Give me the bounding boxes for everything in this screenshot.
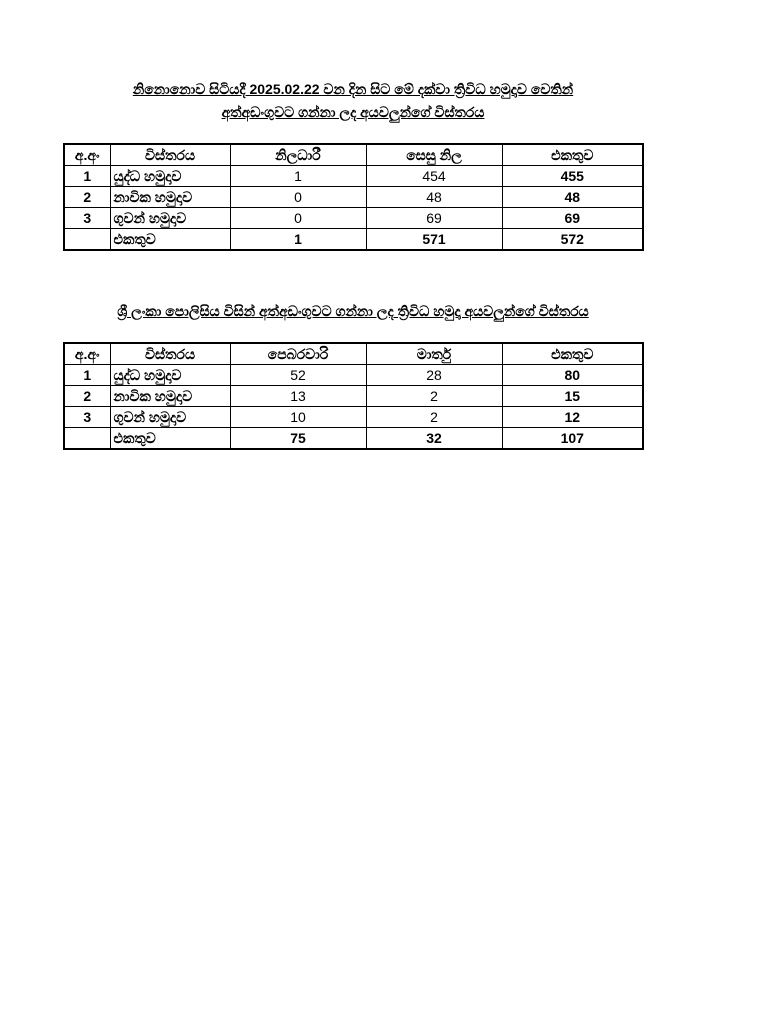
row-total: 69 [502, 208, 643, 229]
row-officers: 0 [230, 208, 366, 229]
row-number: 3 [64, 407, 110, 428]
row-description: ගුවන් හමුදාව [110, 407, 230, 428]
row-total: 48 [502, 187, 643, 208]
sum-other-ranks: 571 [366, 229, 502, 251]
table2-sum-row [64, 428, 643, 450]
sum-february: 75 [230, 428, 366, 450]
table1-header-officers: නිලධාරී [230, 144, 366, 166]
table-row [64, 386, 643, 407]
table1-title-line1: නිනොනොව සිටියදී 2025.02.22 වන දින සිට මේ දක්වා ත්‍රිවිධ හමුදාව වෙතින් [132, 81, 574, 97]
sum-march: 32 [366, 428, 502, 450]
row-total: 12 [502, 407, 643, 428]
row-total: 455 [502, 166, 643, 187]
table1-title-line2: අත්අඩංගුවට ගන්නා ලද අයවලුන්ගේ විස්තරය [221, 104, 485, 120]
row-february: 52 [230, 365, 366, 386]
table2 [63, 342, 644, 450]
table2-header-row [64, 343, 643, 365]
sum-label: එකතුව [110, 428, 230, 450]
table2-header-february: පෙබරවාරි [230, 343, 366, 365]
row-february: 10 [230, 407, 366, 428]
table-row [64, 407, 643, 428]
table2-header-march: මාර්තු [366, 343, 502, 365]
sum-total: 107 [502, 428, 643, 450]
row-other-ranks: 454 [366, 166, 502, 187]
row-officers: 0 [230, 187, 366, 208]
table1-header-number: අ.අං [64, 144, 110, 166]
row-description: ගුවන් හමුදාව [110, 208, 230, 229]
table-row [64, 365, 643, 386]
table1-header-other-ranks: සෙසු නිල [366, 144, 502, 166]
table1-header-description: විස්තරය [110, 144, 230, 166]
table2-header-description: විස්තරය [110, 343, 230, 365]
row-description: යුද්ධ හමුදාව [110, 166, 230, 187]
sum-label: එකතුව [110, 229, 230, 251]
table2-title: ශ්‍රී ලංකා පොලිසිය විසින් අත්අඩංගුවට ගන්නා ලද ත්‍රිවිධ හමුදා අයවලුන්ගේ විස්තරය [117, 303, 589, 319]
row-total: 80 [502, 365, 643, 386]
sum-total: 572 [502, 229, 643, 251]
row-description: නාවික හමුදාව [110, 187, 230, 208]
table1-header-row [64, 144, 643, 166]
row-march: 2 [366, 407, 502, 428]
row-number: 2 [64, 187, 110, 208]
row-march: 28 [366, 365, 502, 386]
row-other-ranks: 48 [366, 187, 502, 208]
sum-number [64, 428, 110, 450]
row-officers: 1 [230, 166, 366, 187]
row-other-ranks: 69 [366, 208, 502, 229]
row-march: 2 [366, 386, 502, 407]
table-row [64, 208, 643, 229]
sum-officers: 1 [230, 229, 366, 251]
table1-sum-row [64, 229, 643, 251]
table2-header-total: එකතුව [502, 343, 643, 365]
row-number: 1 [64, 365, 110, 386]
table1-header-total: එකතුව [502, 144, 643, 166]
sum-number [64, 229, 110, 251]
row-february: 13 [230, 386, 366, 407]
table-row [64, 187, 643, 208]
row-total: 15 [502, 386, 643, 407]
table-row [64, 166, 643, 187]
table1 [63, 143, 644, 251]
row-number: 1 [64, 166, 110, 187]
row-description: යුද්ධ හමුදාව [110, 365, 230, 386]
table2-header-number: අ.අං [64, 343, 110, 365]
row-number: 3 [64, 208, 110, 229]
row-number: 2 [64, 386, 110, 407]
row-description: නාවික හමුදාව [110, 386, 230, 407]
